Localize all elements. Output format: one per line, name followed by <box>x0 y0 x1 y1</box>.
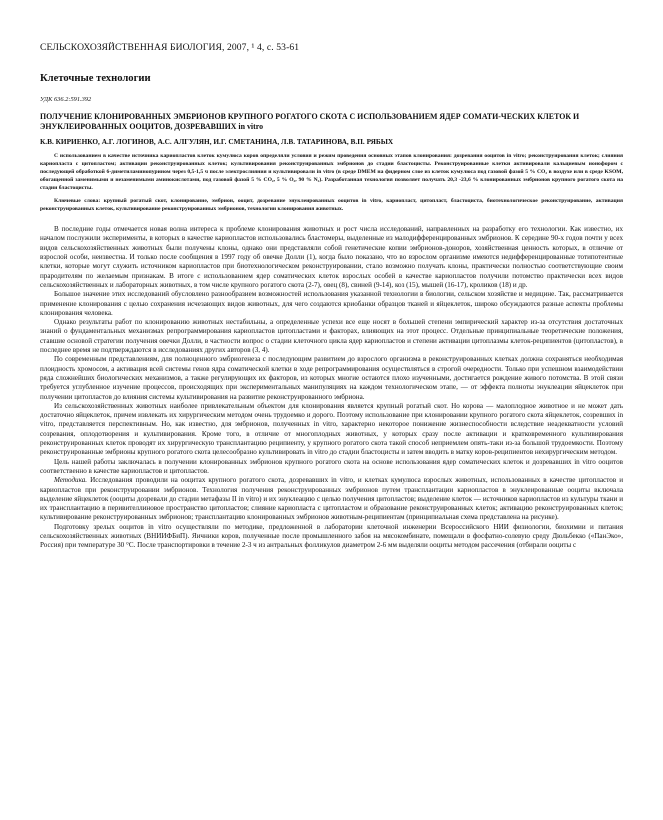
body-paragraph-last: Подготовку зрелых ооцитов in vitro осуществляли по методике, предложенной в лаборатории клеточной инженерии Всероссийского НИИ физиологии, биохимии и питания сельскохозяйственных животных (ВНИИФБиП). Яичники коров, полученные после промышленного забоя на мясокомбинате, помещали в фосфатно-солевую среду Дюльбекко («ПанЭко», Россия) при температуре 30 °С. После транспортировки в течение 2-3 ч из антральных фолликулов диаметром 2-6 мм выделяли ооциты методом рассечения (отбирали ооциты с <box>40 522 623 550</box>
body-paragraph-1: В последние годы отмечается новая волна интереса к проблеме клонирования животных и рост числа исследований, направленных на разработку его технологии. Как известно, их началом послужили эксперименты, в которых в качестве кариопластов использовались бластомеры, выделенные из малодифференцированных эмбрионов. К середине 90-х годов почти у всех видов сельскохозяйственных животных были получены клоны, однако они представляли собой генетические копии эмбрионов-доноров, хозяйственная ценность которых, в отличие от взрослой особи, неизвестна. И только после сообщения в 1997 году об овечке Долли (1), когда было показано, что во взрослом организме имеются недифференцированные тотипотентные клетки, которые могут служить источником кариопластов при биотехнологическом реконструировании, стало возможно получать клоны, практически полностью соответствующие своим прародителям по желаемым признакам. В итоге с использованием ядер соматических клеток взрослых особей в качестве кариопластов получили потомство практически всех видов сельскохозяйственных и лабораторных животных, в том числе крупного рогатого скота (2-7), овец (8), свиней (9-14), коз (15), мышей (16-17), кроликов (18) и др. <box>40 225 623 289</box>
methods-label: Методика. <box>54 476 88 485</box>
section-title: Клеточные технологии <box>40 73 151 84</box>
journal-header: СЕЛЬСКОХОЗЯЙСТВЕННАЯ БИОЛОГИЯ, 2007, ¹ 4, с. 53-61 <box>40 42 300 53</box>
body-paragraph-4: По современным представлениям, для полноценного эмбриогенеза с последующим развитием до взрослого организма в реконструированных клетках должна сохраняться необходимая плоидность хромосом, а активация всей системы генов ядра соматической клетки в ходе репрограммирования осуществляться в строгой очередности. Только при успешном взаимодействии ряда сложнейших биологических механизмов, а также регулирующих их факторов, из которых многие остаются плохо изученными, достигается рождение живого потомства. В этой связи требуется углубленное изучение процессов, происходящих при экспериментальных манипуляциях на каждом технологическом этапе, — от эффекта полноты энуклеации яйцеклеток при получении цитопластов до влияния системы культивирования на развитие реконструированного эмбриона. <box>40 355 623 401</box>
article-authors: К.В. КИРИЕНКО, А.Г. ЛОГИНОВ, А.С. АЛГУЛЯН, И.Г. СМЕТАНИНА, Л.В. ТАТАРИНОВА, В.П. РЯБЫХ <box>40 137 394 147</box>
body-paragraph-3: Однако результаты работ по клонированию животных нестабильны, а определенные успехи все еще носят в большей степени эмпирический характер из-за отсутствия достаточных знаний о фундаментальных механизмах репрограммирования кариопластов цитопластами и факторах, влияющих на этот процесс. Отдельные принципиальные теоретические положения, ставшие основой стратегии получения овечки Долли, в частности вопрос о стадии клеточного цикла ядер кариопластов и степени активации цитоплазмы клеток-реципиентов (цитопластов), в последнее время не подтверждаются в исследованиях других авторов (3, 4). <box>40 318 623 355</box>
article-title: ПОЛУЧЕНИЕ КЛОНИРОВАННЫХ ЭМБРИОНОВ КРУПНОГО РОГАТОГО СКОТА С ИСПОЛЬЗОВАНИЕМ ЯДЕР СОМАТИ-ЧЕСКИХ КЛЕТОК И ЭНУКЛЕИРОВАННЫХ ООЦИТОВ, ДОЗРЕВАВШИХ in vitro <box>40 112 580 131</box>
article-abstract: С использованием в качестве источника кариопластов клеток кумулюса коров определяли условия и режим проведения основных этапов клонирования: дозревания ооцитов in vitro; реконструирования клеток; слияния кариопласта с цитопластом; активации реконструированных клеток; культивирования реконструированных эмбрионов до стадии бластоцисты. Реконструированные клетки активировали кальциевым ионофором с последующей обработкой 6-диметиламинопурином через 0,5-1,5 ч после электрослияния и культивировали in vitro (в среде DMEM на фидерном слое из клеток кумулюса под газовой фазой 5 % CO₂ в воздухе или в среде KSOM, обогащенной заменимыми и незаменимыми аминокислотами, под газовой фазой 5 % CO₂, 5 % O₂, 90 % N₂). Разработанная технология позволяет получать 20,3 -23,6 % клонированных эмбрионов крупного рогатого скота на стадии бластоцисты. <box>40 153 623 192</box>
body-paragraph-5: Из сельскохозяйственных животных наиболее привлекательным объектом для клонирования является крупный рогатый скот. Но корова — малоплодное животное и не может дать достаточно яйцеклеток, причем извлекать их хирургическим методом очень трудоемко и дорого. Поэтому использование при клонировании крупного рогатого скота яйцеклеток, созревших in vitro, представляется перспективным. Но, как известно, для эмбрионов, полученных in vitro, характерно некоторое понижение жизнеспособности вследствие неадекватности условий созревания, оплодотворения и культивирования. Кроме того, в отличие от многоплодных животных, у которых сразу после активации и кратковременного культивирования реконструированных клеток проводят их хирургическую трансплантацию реципиенту, у крупного рогатого скота такой способ неприемлем опять-таки из-за большой трудоемкости. Поэтому реконструированные эмбрионы крупного рогатого скота целесообразно культивировать in vitro до стадии бластоцисты и затем вводить в матку коров-реципиентов нехирургическим методом. <box>40 401 623 457</box>
article-body <box>40 225 623 550</box>
body-paragraph-2: Большое значение этих исследований обусловлено разнообразием возможностей использования указанной технологии в биологии, сельском хозяйстве и медицине. Так, рассматривается применение клонирования с целью сохранения исчезающих видов животных, для чего создаются криобанки образцов тканей и яйцеклеток, широко обсуждаются разные аспекты проблемы клонирования человека. <box>40 290 623 317</box>
udk-code: УДК 636.2:591.392 <box>40 96 92 103</box>
paper-page <box>40 42 623 551</box>
methods-text: Исследования проводили на ооцитах крупного рогатого скота, дозревавших in vitro, и клетках кумулюса взрослых животных, использованных в качестве цитопластов и кариопластов при реконструировании эмбрионов. Технология получения реконструированных эмбрионов путем трансплантации кариопластов в энуклеированные ооциты включала выделение яйцеклеток (ооциты дозревали до стадии метафазы II in vitro) и их энуклеацию с целью получения цитопластов; выделение клеток — источников кариопластов из культуры ткани и их трансплантацию в перивителлиновое пространство цитопластов; слияние кариопласта с цитопластом и образование реконструированных клеток; активацию реконструированных клеток; культивирование реконструированных эмбрионов; трансплантацию клонированных эмбрионов животным-реципиентам (принципиальная схема представлена на рисунке). <box>40 476 623 522</box>
body-paragraph-6: Цель нашей работы заключалась в получении клонированных эмбрионов крупного рогатого скота на основе использования ядер соматических клеток и дозревавших in vitro ооцитов соответственно в качестве кариопластов и цитопластов. <box>40 457 623 475</box>
methods-paragraph <box>40 476 623 522</box>
article-keywords: Ключевые слова: крупный рогатый скот, клонирование, эмбрион, ооцит, дозревание энуклеированных ооцитов in vitro, кариопласт, цитопласт, бластоциста, биотехнологическое реконструирование, активация реконструированных клеток, культивирование реконструированных эмбрионов, технологии клонирования животных. <box>40 198 623 213</box>
